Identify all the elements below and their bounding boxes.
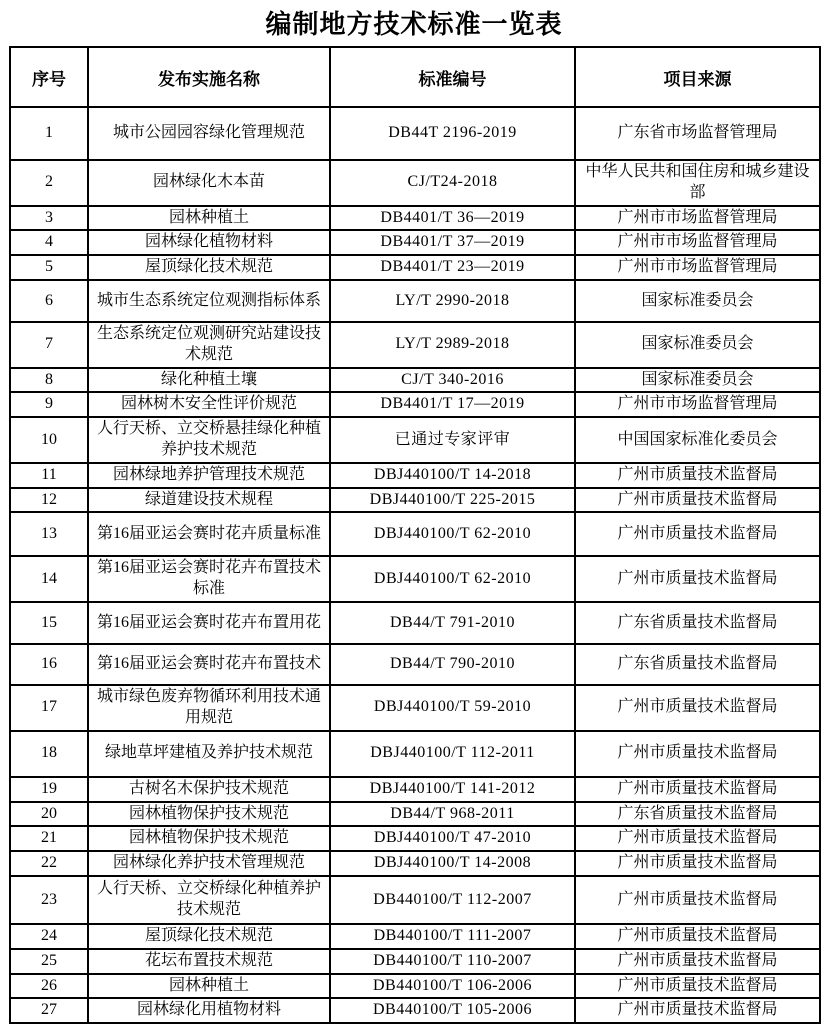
cell-source: 广州市质量技术监督局 [575, 998, 820, 1023]
table-row [10, 463, 820, 488]
cell-source: 广州市市场监督管理局 [575, 392, 820, 417]
cell-index: 11 [10, 463, 88, 488]
column-header-name: 发布实施名称 [88, 47, 330, 107]
cell-index: 26 [10, 974, 88, 999]
cell-source: 广州市质量技术监督局 [575, 556, 820, 602]
table-row [10, 368, 820, 393]
cell-index: 19 [10, 777, 88, 802]
cell-source: 广东省质量技术监督局 [575, 602, 820, 644]
table-row [10, 802, 820, 827]
cell-source: 广州市质量技术监督局 [575, 826, 820, 851]
cell-code: DB4401/T 37—2019 [330, 230, 575, 255]
table-header-row [10, 47, 820, 107]
column-header-code: 标准编号 [330, 47, 575, 107]
cell-index: 2 [10, 160, 88, 206]
table-row [10, 974, 820, 999]
cell-index: 22 [10, 851, 88, 876]
table-row [10, 280, 820, 322]
cell-code: DB44T 2196-2019 [330, 107, 575, 160]
standards-table-body [10, 107, 820, 1023]
cell-index: 10 [10, 417, 88, 463]
table-row [10, 255, 820, 280]
cell-name: 园林绿化木本苗 [88, 160, 330, 206]
cell-name: 园林绿化用植物材料 [88, 998, 330, 1023]
cell-source: 广州市质量技术监督局 [575, 924, 820, 949]
cell-source: 广州市质量技术监督局 [575, 512, 820, 556]
document-page [0, 8, 828, 1019]
cell-source: 广东省质量技术监督局 [575, 644, 820, 685]
cell-code: DBJ440100/T 225-2015 [330, 488, 575, 513]
cell-source: 广州市质量技术监督局 [575, 851, 820, 876]
cell-source: 广州市质量技术监督局 [575, 488, 820, 513]
cell-name: 人行天桥、立交桥悬挂绿化种植养护技术规范 [88, 417, 330, 463]
cell-code: DB4401/T 17—2019 [330, 392, 575, 417]
table-row [10, 417, 820, 463]
cell-index: 7 [10, 322, 88, 368]
cell-code: CJ/T 340-2016 [330, 368, 575, 393]
table-row [10, 512, 820, 556]
cell-index: 6 [10, 280, 88, 322]
cell-code: DB440100/T 111-2007 [330, 924, 575, 949]
cell-source: 中华人民共和国住房和城乡建设部 [575, 160, 820, 206]
cell-index: 9 [10, 392, 88, 417]
page-title: 编制地方技术标准一览表 [265, 10, 563, 39]
cell-source: 广州市市场监督管理局 [575, 206, 820, 231]
cell-index: 17 [10, 685, 88, 731]
cell-code: DB440100/T 112-2007 [330, 876, 575, 924]
cell-code: DB4401/T 36—2019 [330, 206, 575, 231]
table-row [10, 949, 820, 974]
cell-code: DB440100/T 105-2006 [330, 998, 575, 1023]
cell-name: 生态系统定位观测研究站建设技术规范 [88, 322, 330, 368]
table-row [10, 876, 820, 924]
cell-source: 国家标准委员会 [575, 368, 820, 393]
cell-name: 绿地草坪建植及养护技术规范 [88, 731, 330, 777]
table-row [10, 488, 820, 513]
cell-code: LY/T 2989-2018 [330, 322, 575, 368]
cell-code: DBJ440100/T 62-2010 [330, 556, 575, 602]
table-row [10, 644, 820, 685]
cell-source: 广州市质量技术监督局 [575, 777, 820, 802]
cell-source: 国家标准委员会 [575, 322, 820, 368]
table-row [10, 731, 820, 777]
cell-source: 广州市质量技术监督局 [575, 463, 820, 488]
table-row [10, 556, 820, 602]
column-header-index: 序号 [10, 47, 88, 107]
cell-name: 第16届亚运会赛时花卉布置技术 [88, 644, 330, 685]
cell-index: 27 [10, 998, 88, 1023]
table-row [10, 392, 820, 417]
cell-source: 广州市质量技术监督局 [575, 974, 820, 999]
cell-source: 广东省市场监督管理局 [575, 107, 820, 160]
cell-source: 广州市质量技术监督局 [575, 731, 820, 777]
cell-name: 绿化种植土壤 [88, 368, 330, 393]
cell-name: 城市绿色废弃物循环利用技术通用规范 [88, 685, 330, 731]
cell-index: 23 [10, 876, 88, 924]
cell-name: 城市公园园容绿化管理规范 [88, 107, 330, 160]
cell-name: 园林绿化养护技术管理规范 [88, 851, 330, 876]
cell-index: 24 [10, 924, 88, 949]
cell-name: 城市生态系统定位观测指标体系 [88, 280, 330, 322]
cell-name: 屋顶绿化技术规范 [88, 255, 330, 280]
cell-code: CJ/T24-2018 [330, 160, 575, 206]
cell-name: 园林种植土 [88, 206, 330, 231]
cell-code: DBJ440100/T 14-2008 [330, 851, 575, 876]
table-row [10, 924, 820, 949]
cell-code: DB440100/T 106-2006 [330, 974, 575, 999]
table-row [10, 777, 820, 802]
cell-code: DBJ440100/T 112-2011 [330, 731, 575, 777]
table-row [10, 206, 820, 231]
cell-name: 绿道建设技术规程 [88, 488, 330, 513]
cell-index: 25 [10, 949, 88, 974]
cell-code: 已通过专家评审 [330, 417, 575, 463]
cell-index: 8 [10, 368, 88, 393]
cell-index: 18 [10, 731, 88, 777]
cell-code: DBJ440100/T 59-2010 [330, 685, 575, 731]
table-row [10, 826, 820, 851]
column-header-source: 项目来源 [575, 47, 820, 107]
table-row [10, 160, 820, 206]
cell-name: 屋顶绿化技术规范 [88, 924, 330, 949]
cell-index: 21 [10, 826, 88, 851]
cell-index: 3 [10, 206, 88, 231]
table-row [10, 685, 820, 731]
table-row [10, 851, 820, 876]
cell-name: 第16届亚运会赛时花卉布置技术标准 [88, 556, 330, 602]
cell-source: 中国国家标准化委员会 [575, 417, 820, 463]
cell-name: 园林种植土 [88, 974, 330, 999]
cell-name: 花坛布置技术规范 [88, 949, 330, 974]
cell-name: 园林植物保护技术规范 [88, 802, 330, 827]
cell-index: 16 [10, 644, 88, 685]
cell-code: DB4401/T 23—2019 [330, 255, 575, 280]
cell-name: 第16届亚运会赛时花卉质量标准 [88, 512, 330, 556]
cell-index: 12 [10, 488, 88, 513]
cell-index: 1 [10, 107, 88, 160]
cell-index: 15 [10, 602, 88, 644]
cell-code: DBJ440100/T 47-2010 [330, 826, 575, 851]
cell-index: 20 [10, 802, 88, 827]
cell-index: 4 [10, 230, 88, 255]
cell-name: 园林绿化植物材料 [88, 230, 330, 255]
cell-name: 园林树木安全性评价规范 [88, 392, 330, 417]
cell-code: DB44/T 968-2011 [330, 802, 575, 827]
cell-code: DBJ440100/T 14-2018 [330, 463, 575, 488]
standards-table [9, 46, 821, 1024]
cell-index: 13 [10, 512, 88, 556]
cell-index: 14 [10, 556, 88, 602]
cell-code: DBJ440100/T 141-2012 [330, 777, 575, 802]
cell-code: LY/T 2990-2018 [330, 280, 575, 322]
cell-name: 园林绿地养护管理技术规范 [88, 463, 330, 488]
table-row [10, 602, 820, 644]
cell-source: 广州市市场监督管理局 [575, 230, 820, 255]
table-row [10, 322, 820, 368]
table-row [10, 107, 820, 160]
cell-code: DB440100/T 110-2007 [330, 949, 575, 974]
cell-name: 第16届亚运会赛时花卉布置用花 [88, 602, 330, 644]
cell-source: 广州市质量技术监督局 [575, 685, 820, 731]
cell-source: 国家标准委员会 [575, 280, 820, 322]
cell-name: 人行天桥、立交桥绿化种植养护技术规范 [88, 876, 330, 924]
cell-code: DB44/T 791-2010 [330, 602, 575, 644]
cell-source: 广东省质量技术监督局 [575, 802, 820, 827]
cell-name: 古树名木保护技术规范 [88, 777, 330, 802]
table-row [10, 230, 820, 255]
cell-source: 广州市质量技术监督局 [575, 876, 820, 924]
table-row [10, 998, 820, 1023]
cell-source: 广州市质量技术监督局 [575, 949, 820, 974]
cell-name: 园林植物保护技术规范 [88, 826, 330, 851]
cell-index: 5 [10, 255, 88, 280]
cell-code: DBJ440100/T 62-2010 [330, 512, 575, 556]
cell-code: DB44/T 790-2010 [330, 644, 575, 685]
cell-source: 广州市市场监督管理局 [575, 255, 820, 280]
